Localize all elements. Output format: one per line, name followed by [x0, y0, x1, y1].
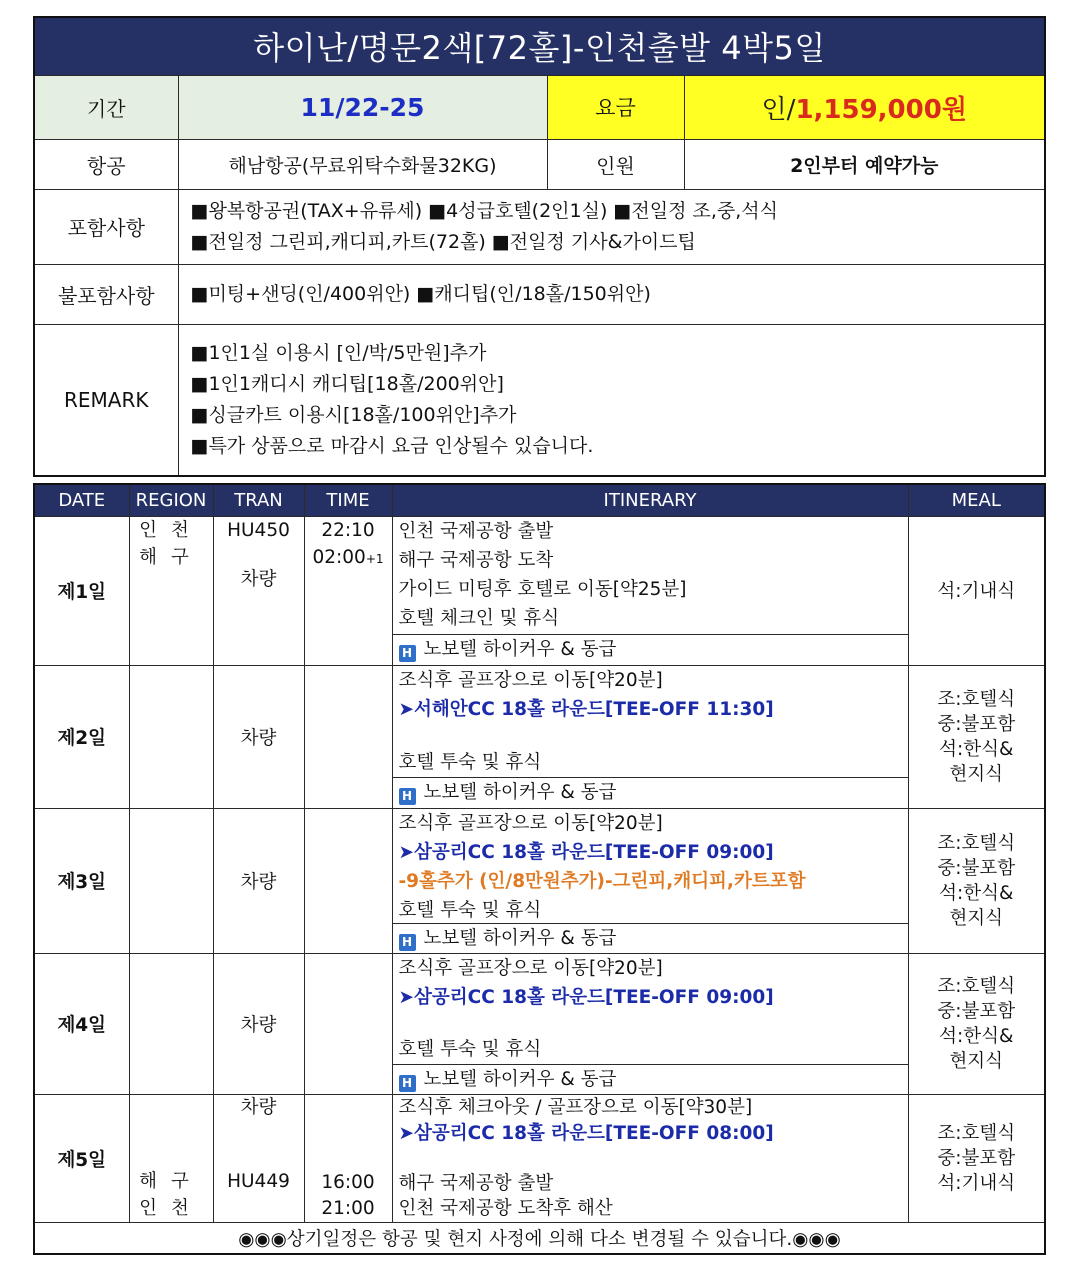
included-line: ■왕복항공권(TAX+유류세) ■4성급호텔(2인1실) ■전일정 조,중,석식	[190, 199, 778, 222]
meal-cell	[908, 1095, 1045, 1223]
meal-line: 조:호텔식	[937, 689, 1016, 710]
hotel-name: 노보텔 하이커우 & 동급	[423, 639, 617, 660]
remark-line: ■싱글카트 이용시[18홀/100위안]추가	[190, 403, 517, 426]
meal-line: 조:호텔식	[937, 976, 1016, 997]
time-cell	[304, 517, 392, 666]
time-cell	[304, 809, 392, 954]
schedule-notice: ◉◉◉상기일정은 항공 및 현지 사정에 의해 다소 변경될 수 있습니다.◉◉◉	[34, 1223, 1045, 1255]
meal-line: 현지식	[949, 764, 1004, 785]
hotel-name: 노보텔 하이커우 & 동급	[423, 782, 617, 803]
region-cell	[129, 954, 213, 1095]
hotel-line	[393, 1064, 908, 1094]
round-line: ➤서해안CC 18홀 라운드[TEE-OFF 11:30]	[398, 699, 774, 720]
remark-line: ■1인1캐디시 캐디팁[18홀/200위안]	[190, 372, 504, 395]
meal-line: 석:기내식	[937, 1173, 1016, 1194]
itinerary-table	[33, 483, 1046, 1255]
included-line: ■전일정 그린피,캐디피,카트(72홀) ■전일정 기사&가이드팁	[190, 230, 696, 253]
airline-value: 해남항공(무료위탁수화물32KG)	[178, 139, 547, 189]
meal-cell	[908, 809, 1045, 954]
meal-line: 중:불포함	[937, 858, 1016, 879]
meal-line: 조:호텔식	[937, 833, 1016, 854]
day-label: 제4일	[34, 954, 129, 1095]
itinerary-line: 인천 국제공항 출발	[398, 521, 554, 542]
hotel-h-icon: H	[399, 788, 416, 805]
included-list	[178, 189, 1045, 264]
price-cell	[684, 75, 1045, 139]
itinerary-line: 인천 국제공항 도착후 해산	[398, 1198, 613, 1219]
itinerary-line: 조식후 골프장으로 이동[약20분]	[398, 670, 663, 691]
header-tran: TRAN	[213, 484, 304, 517]
header-meal: MEAL	[908, 484, 1045, 517]
price-value: 1,159,000원	[795, 94, 967, 125]
tran-cell	[213, 517, 304, 666]
itinerary-cell	[392, 1095, 908, 1223]
page-title: 하이난/명문2색[72홀]-인천출발 4박5일	[34, 17, 1045, 75]
people-label: 인원	[547, 139, 684, 189]
region-cell	[129, 666, 213, 809]
extra-holes-note: -9홀추가 (인/8만원추가)-그린피,캐디피,카트포함	[398, 871, 806, 892]
meal-line: 현지식	[949, 1051, 1004, 1072]
itinerary-row	[34, 1095, 1045, 1223]
itinerary-row	[34, 954, 1045, 1095]
region-cell	[129, 517, 213, 666]
transport: 차량	[240, 1097, 277, 1118]
included-label: 포함사항	[34, 189, 178, 264]
airline-label: 항공	[34, 139, 178, 189]
summary-table	[33, 16, 1046, 477]
time-value: 21:00	[321, 1198, 375, 1219]
transport: 차량	[213, 954, 304, 1095]
excluded-value: ■미팅+샌딩(인/400위안) ■캐디팁(인/18홀/150위안)	[178, 264, 1045, 324]
time-value: 22:10	[321, 520, 375, 541]
time-value: 16:00	[321, 1172, 375, 1193]
meal-line: 조:호텔식	[937, 1123, 1016, 1144]
header-time: TIME	[304, 484, 392, 517]
remark-list	[178, 324, 1045, 476]
meal-cell	[908, 666, 1045, 809]
itinerary-row	[34, 517, 1045, 666]
time-next-day: +1	[365, 552, 384, 566]
itinerary-line: 호텔 투숙 및 휴식	[398, 1039, 542, 1060]
itinerary-cell	[392, 809, 908, 954]
itinerary-line: 호텔 체크인 및 휴식	[398, 608, 560, 629]
itinerary-line: 조식후 골프장으로 이동[약20분]	[398, 813, 663, 834]
meal-cell	[908, 954, 1045, 1095]
itinerary-line: 호텔 투숙 및 휴식	[398, 752, 542, 773]
tran-cell	[213, 1095, 304, 1223]
time-value-wrap	[305, 544, 392, 573]
itinerary-line: 조식후 골프장으로 이동[약20분]	[398, 958, 663, 979]
time-cell	[304, 666, 392, 809]
itinerary-line	[393, 724, 908, 748]
region-cell	[129, 1095, 213, 1223]
meal-line: 중:불포함	[937, 1148, 1016, 1169]
day-label: 제5일	[34, 1095, 129, 1223]
hotel-h-icon: H	[399, 1075, 416, 1092]
hotel-h-icon: H	[399, 934, 416, 951]
meal-cell	[908, 517, 1045, 666]
itinerary-line: 가이드 미팅후 호텔로 이동[약25분]	[398, 579, 687, 600]
transport: 차량	[240, 569, 277, 590]
itinerary-row	[34, 809, 1045, 954]
header-itinerary: ITINERARY	[392, 484, 908, 517]
excluded-label: 불포함사항	[34, 264, 178, 324]
header-date: DATE	[34, 484, 129, 517]
region-line: 인천	[139, 520, 203, 541]
price-label: 요금	[547, 75, 684, 139]
header-region: REGION	[129, 484, 213, 517]
itinerary-line: 해구 국제공항 도착	[398, 550, 554, 571]
remark-line: ■특가 상품으로 마감시 요금 인상될수 있습니다.	[190, 434, 594, 457]
itinerary-line	[393, 1147, 908, 1171]
meal-line: 석:한식&	[939, 883, 1014, 904]
hotel-line	[393, 634, 908, 664]
day-label: 제2일	[34, 666, 129, 809]
people-value: 2인부터 예약가능	[684, 139, 1045, 189]
round-line: ➤삼공리CC 18홀 라운드[TEE-OFF 09:00]	[398, 842, 774, 863]
day-label: 제3일	[34, 809, 129, 954]
price-prefix: 인/	[761, 94, 796, 125]
region-cell	[129, 809, 213, 954]
hotel-name: 노보텔 하이커우 & 동급	[423, 928, 617, 949]
itinerary-cell	[392, 517, 908, 666]
itinerary-line	[393, 1012, 908, 1035]
round-line: ➤삼공리CC 18홀 라운드[TEE-OFF 09:00]	[398, 987, 774, 1008]
itinerary-cell	[392, 666, 908, 809]
time-cell	[304, 1095, 392, 1223]
transport: 차량	[213, 809, 304, 954]
region-line: 인천	[139, 1198, 203, 1219]
itinerary-line: 해구 국제공항 출발	[398, 1173, 554, 1194]
period-value: 11/22-25	[178, 75, 547, 139]
transport: 차량	[213, 666, 304, 809]
meal-line: 중:불포함	[937, 714, 1016, 735]
time-value: 02:00	[312, 547, 366, 568]
flight-number: HU450	[227, 520, 290, 541]
itinerary-line: 호텔 투숙 및 휴식	[398, 900, 542, 921]
itinerary-cell	[392, 954, 908, 1095]
meal-line: 현지식	[949, 908, 1004, 929]
day-label: 제1일	[34, 517, 129, 666]
itinerary-line: 조식후 체크아웃 / 골프장으로 이동[약30분]	[398, 1097, 753, 1118]
hotel-h-icon: H	[399, 645, 416, 662]
period-label: 기간	[34, 75, 178, 139]
itinerary-row	[34, 666, 1045, 809]
time-cell	[304, 954, 392, 1095]
region-line: 해구	[139, 1171, 203, 1192]
hotel-name: 노보텔 하이커우 & 동급	[423, 1069, 617, 1090]
meal-line: 석:기내식	[937, 580, 1016, 602]
region-line: 해구	[139, 547, 203, 568]
round-line: ➤삼공리CC 18홀 라운드[TEE-OFF 08:00]	[398, 1123, 774, 1144]
remark-label: REMARK	[34, 324, 178, 476]
hotel-line	[393, 777, 908, 807]
hotel-line	[393, 923, 908, 953]
meal-line: 석:한식&	[939, 1026, 1014, 1047]
meal-line: 석:한식&	[939, 739, 1014, 760]
flight-number: HU449	[227, 1171, 290, 1192]
meal-line: 중:불포함	[937, 1001, 1016, 1022]
remark-line: ■1인1실 이용시 [인/박/5만원]추가	[190, 341, 487, 364]
